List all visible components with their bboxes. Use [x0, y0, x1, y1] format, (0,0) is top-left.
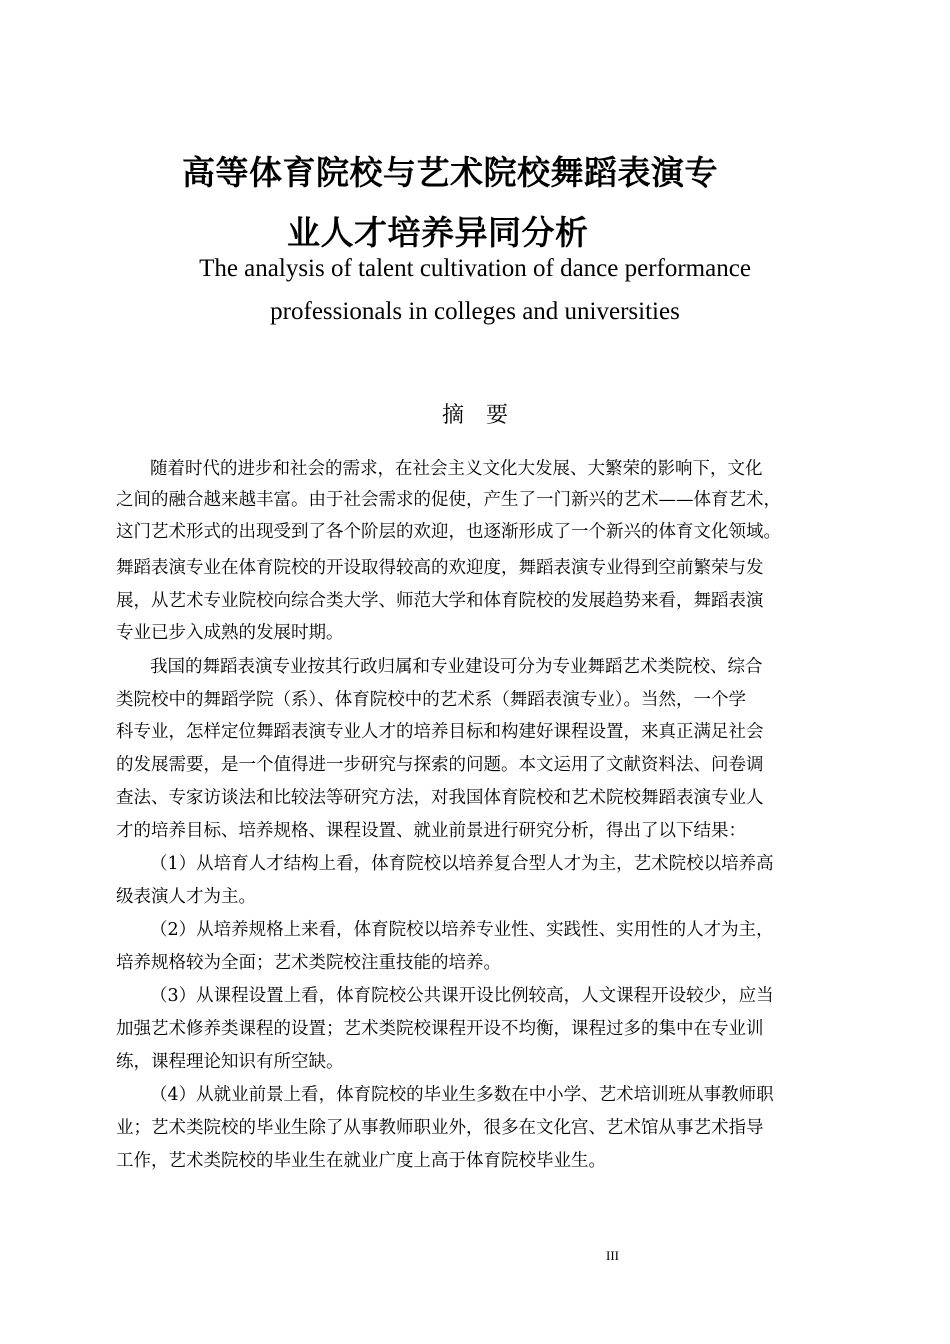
abstract-line: （4）从就业前景上看，体育院校的毕业生多数在中小学、艺术培训班从事教师职: [150, 1085, 774, 1105]
english-title-line-1: The analysis of talent cultivation of dance performance: [199, 255, 751, 282]
abstract-line: 科专业，怎样定位舞蹈表演专业人才的培养目标和构建好课程设置，来真正满足社会: [116, 722, 764, 742]
abstract-line: 展，从艺术专业院校向综合类大学、师范大学和体育院校的发展趋势来看，舞蹈表演: [116, 591, 764, 611]
abstract-line: 这门艺术形式的出现受到了各个阶层的欢迎，也逐渐形成了一个新兴的体育文化领域。: [116, 522, 781, 542]
abstract-line: 的发展需要，是一个值得进一步研究与探索的问题。本文运用了文献资料法、问卷调: [116, 755, 764, 775]
abstract-line: 舞蹈表演专业在体育院校的开设取得较高的欢迎度，舞蹈表演专业得到空前繁荣与发: [116, 558, 764, 578]
title-line-1: 高等体育院校与艺术院校舞蹈表演专: [182, 153, 718, 192]
abstract-line: 之间的融合越来越丰富。由于社会需求的促使，产生了一门新兴的艺术——体育艺术，: [116, 490, 781, 510]
abstract-line: 业；艺术类院校的毕业生除了从事教师职业外，很多在文化宫、艺术馆从事艺术指导: [116, 1118, 764, 1138]
abstract-line: 才的培养目标、培养规格、课程设置、就业前景进行研究分析，得出了以下结果：: [116, 821, 746, 841]
abstract-line: （1）从培育人才结构上看，体育院校以培养复合型人才为主，艺术院校以培养高: [150, 854, 774, 874]
abstract-line: 专业已步入成熟的发展时期。: [116, 623, 344, 643]
title-line-2: 业人才培养异同分析: [287, 213, 589, 252]
abstract-line: 工作，艺术类院校的毕业生在就业广度上高于体育院校毕业生。: [116, 1151, 606, 1171]
abstract-line: 随着时代的进步和社会的需求，在社会主义文化大发展、大繁荣的影响下，文化: [150, 459, 763, 479]
abstract-line: 培养规格较为全面；艺术类院校注重技能的培养。: [116, 953, 501, 973]
abstract-line: （2）从培养规格上来看，体育院校以培养专业性、实践性、实用性的人才为主，: [150, 920, 774, 940]
abstract-line: 加强艺术修养类课程的设置；艺术类院校课程开设不均衡，课程过多的集中在专业训: [116, 1019, 764, 1039]
abstract-heading: 摘要: [441, 403, 530, 428]
english-title-line-2: professionals in colleges and universities: [270, 298, 680, 325]
page-number: III: [606, 1248, 619, 1263]
abstract-line: 我国的舞蹈表演专业按其行政归属和专业建设可分为专业舞蹈艺术类院校、综合: [150, 657, 763, 677]
abstract-line: 练，课程理论知识有所空缺。: [116, 1052, 344, 1072]
abstract-line: 类院校中的舞蹈学院（系）、体育院校中的艺术系（舞蹈表演专业）。当然，一个学: [116, 690, 746, 710]
abstract-line: 查法、专家访谈法和比较法等研究方法，对我国体育院校和艺术院校舞蹈表演专业人: [116, 788, 764, 808]
abstract-line: （3）从课程设置上看，体育院校公共课开设比例较高，人文课程开设较少，应当: [150, 986, 774, 1006]
abstract-line: 级表演人才为主。: [116, 887, 256, 907]
